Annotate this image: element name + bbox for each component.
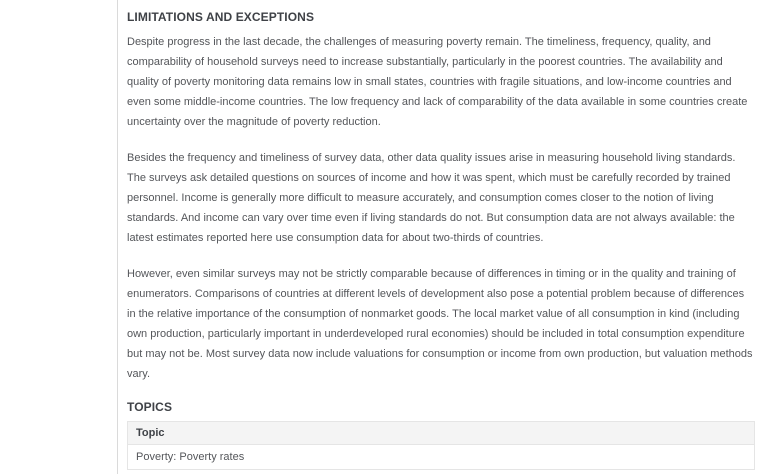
limitations-paragraph-2: Besides the frequency and timeliness of survey data, other data quality issues arise in measuring household living standards. The surveys ask detailed questions on sources of income and how it was spent, which must be carefully recorded by trained personnel. Income is generally more difficult to measure accurately, and consumption comes closer to the notion of living standards. And income can vary over time even if living standards do not. But consumption data are not always available: the latest estimates reported here use consumption data for about two-thirds of countries. <box>127 152 736 244</box>
content-column <box>127 0 755 470</box>
topics-table-header-cell: Topic <box>128 422 755 445</box>
limitations-heading: LIMITATIONS AND EXCEPTIONS <box>127 10 315 24</box>
topics-table <box>127 421 755 470</box>
limitations-paragraph-3: However, even similar surveys may not be strictly comparable because of differences in timing or in the quality and training of enumerators. Comparisons of countries at different levels of development also pose a potential problem because of differences in the relative importance of the consumption of nonmarket goods. The local market value of all consumption in kind (including own production, particularly important in underdeveloped rural economies) should be included in total consumption expenditure but may not be. Most survey data now include valuations for consumption or income from own production, but valuation methods vary. <box>127 268 753 380</box>
limitations-paragraph-1: Despite progress in the last decade, the challenges of measuring poverty remain. The timeliness, frequency, quality, and comparability of household surveys need to increase substantially, particularly in the poorest countries. The availability and quality of poverty monitoring data remains low in small states, countries with fragile situations, and low-income countries and even some middle-income countries. The low frequency and lack of comparability of the data available in some countries create uncertainty over the magnitude of poverty reduction. <box>127 36 748 128</box>
topics-heading: TOPICS <box>127 400 173 414</box>
content-left-border <box>117 0 118 474</box>
topics-table-header-row <box>128 422 755 445</box>
table-row <box>128 445 755 470</box>
topic-row-cell: Poverty: Poverty rates <box>128 445 755 470</box>
